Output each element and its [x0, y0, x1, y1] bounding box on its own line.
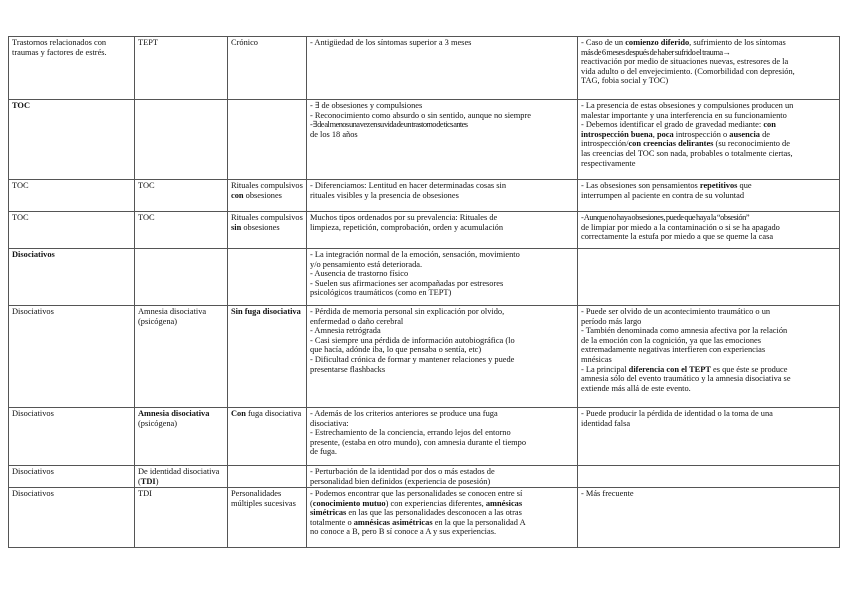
notes-cell: - Más frecuente	[578, 488, 840, 548]
criteria-table	[8, 36, 840, 548]
criteria-cell: - La integración normal de la emoción, sensación, movimiento y/o pensamiento está deteriorada. - Ausencia de trastorno físico - Suelen sus afirmaciones ser acompañadas por estresores psicológicos traumáticos (como en TEPT)	[307, 249, 578, 306]
category-cell: Disociativos	[9, 408, 135, 466]
notes-cell: - Puede producir la pérdida de identidad o la toma de una identidad falsa	[578, 408, 840, 466]
disorder-cell: TOC	[135, 180, 228, 212]
notes-cell: - Aunque no haya obsesiones, puede que haya la “obsesión” de limpiar por miedo a la contaminación o si se ha apagado correctamente la estufa por miedo a que se queme la casa	[578, 212, 840, 249]
criteria-cell: - Podemos encontrar que las personalidades se conocen entre sí (conocimiento mutuo) con experiencias diferentes, amnésicas simétricas en las que las personalidades desconocen a las otras totalmente o amnésicas asimétricas en la que la personalidad A no conoce a B, pero B sí conoce a A y sus experiencias.	[307, 488, 578, 548]
table-row	[9, 249, 840, 306]
criteria-cell: Muchos tipos ordenados por su prevalencia: Rituales de limpieza, repetición, comprobación, orden y acumulación	[307, 212, 578, 249]
table-row	[9, 100, 840, 180]
criteria-cell: - Diferenciamos: Lentitud en hacer determinadas cosas sin rituales visibles y la presencia de obsesiones	[307, 180, 578, 212]
disorder-cell: TDI	[135, 488, 228, 548]
category-cell: TOC	[9, 100, 135, 180]
category-cell: Disociativos	[9, 306, 135, 408]
criteria-cell: - Perturbación de la identidad por dos o más estados de personalidad bien definidos (experiencia de posesión)	[307, 466, 578, 488]
disorder-cell	[135, 249, 228, 306]
subtype-cell	[228, 466, 307, 488]
category-cell: TOC	[9, 212, 135, 249]
subtype-cell	[228, 100, 307, 180]
subtype-cell: Crónico	[228, 37, 307, 100]
table-row	[9, 488, 840, 548]
notes-cell: - Puede ser olvido de un acontecimiento traumático o un período más largo - También denominada como amnesia afectiva por la relación de la emoción con la cognición, ya que las emociones extremadamente negativas interfieren con experiencias mnésicas - La principal diferencia con el TEPT es que éste se produce amnesia sólo del evento traumático y la amnesia disociativa se extiende más allá de este evento.	[578, 306, 840, 408]
table-row	[9, 212, 840, 249]
criteria-cell: - Antigüedad de los síntomas superior a 3 meses	[307, 37, 578, 100]
table-row	[9, 37, 840, 100]
criteria-cell: - Pérdida de memoria personal sin explicación por olvido, enfermedad o daño cerebral - Amnesia retrógrada - Casi siempre una pérdida de información autobiográfica (lo que hacía, adónde iba, lo que pensaba o sentía, etc) - Dificultad crónica de formar y mantener relaciones y puede presentarse flashbacks	[307, 306, 578, 408]
table-row	[9, 466, 840, 488]
category-cell: Disociativos	[9, 249, 135, 306]
table-row	[9, 180, 840, 212]
disorder-cell: De identidad disociativa (TDI)	[135, 466, 228, 488]
disorder-cell: TOC	[135, 212, 228, 249]
category-cell: Disociativos	[9, 466, 135, 488]
notes-cell: - La presencia de estas obsesiones y compulsiones producen un malestar importante y una interferencia en su funcionamiento - Debemos identificar el grado de gravedad mediante: con introspección buena, poca introspección o ausencia de introspección/con creencias delirantes (su reconocimiento de las creencias del TOC son nada, probables o totalmente ciertas, respectivamente	[578, 100, 840, 180]
disorder-cell: Amnesia disociativa (psicógena)	[135, 408, 228, 466]
disorder-cell	[135, 100, 228, 180]
notes-cell	[578, 466, 840, 488]
subtype-cell: Rituales compulsivos con obsesiones	[228, 180, 307, 212]
subtype-cell: Personalidades múltiples sucesivas	[228, 488, 307, 548]
category-cell: Disociativos	[9, 488, 135, 548]
notes-cell: - Las obsesiones son pensamientos repetitivos que interrumpen al paciente en contra de su voluntad	[578, 180, 840, 212]
notes-cell	[578, 249, 840, 306]
criteria-cell: - Además de los criterios anteriores se produce una fuga disociativa: - Estrechamiento de la conciencia, errando lejos del entorno presente, (estaba en otro mundo), con amnesia durante el tiempo de fuga.	[307, 408, 578, 466]
subtype-cell	[228, 249, 307, 306]
subtype-cell: Con fuga disociativa	[228, 408, 307, 466]
subtype-cell: Sin fuga disociativa	[228, 306, 307, 408]
category-cell: Trastornos relacionados con traumas y factores de estrés.	[9, 37, 135, 100]
criteria-cell: - ∃ de obsesiones y compulsiones - Reconocimiento como absurdo o sin sentido, aunque no siempre - ∃ de al menos una vez en su vida de un trastorno de tics antes de los 18 años	[307, 100, 578, 180]
subtype-cell: Rituales compulsivos sin obsesiones	[228, 212, 307, 249]
table-row	[9, 306, 840, 408]
disorder-cell: Amnesia disociativa (psicógena)	[135, 306, 228, 408]
disorder-cell: TEPT	[135, 37, 228, 100]
notes-cell: - Caso de un comienzo diferido, sufrimiento de los síntomas más de 6 meses después de haber sufrido el trauma→ reactivación por medio de situaciones nuevas, estresores de la vida adulto o del envejecimiento. (Comorbilidad con depresión, TAG, fobia social y TOC)	[578, 37, 840, 100]
table-row	[9, 408, 840, 466]
category-cell: TOC	[9, 180, 135, 212]
